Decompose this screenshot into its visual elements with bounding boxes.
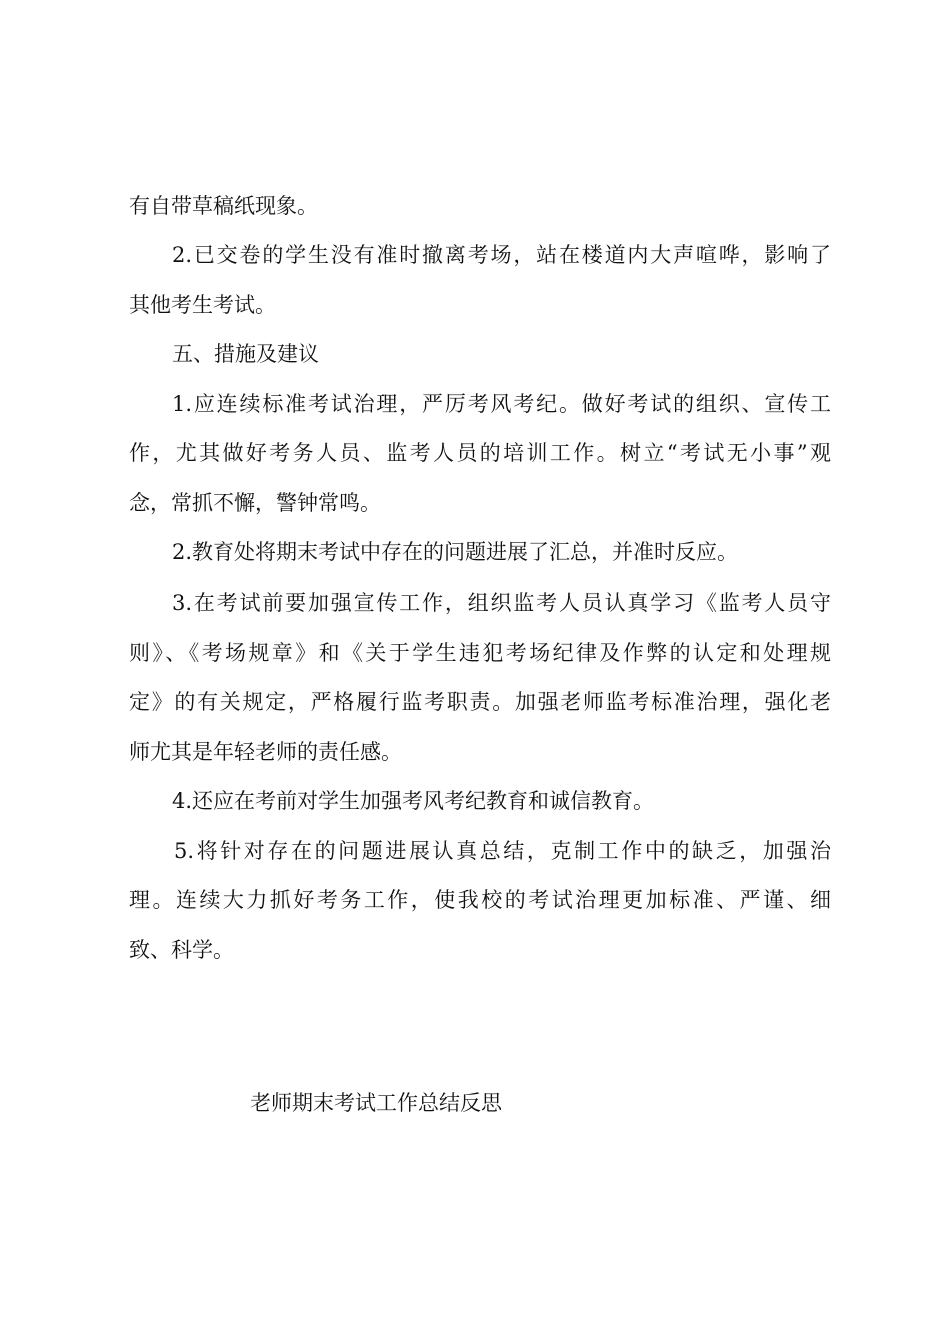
paragraph-line: 2.教育处将期末考试中存在的问题进展了汇总，并准时反应。 [172,540,739,564]
section-heading: 五、措施及建议 [172,342,319,366]
paragraph-line: 念，常抓不懈，警钟常鸣。 [129,491,381,515]
paragraph-line: 4.还应在考前对学生加强考风考纪教育和诚信教育。 [172,789,655,813]
paragraph-line: 师尤其是年轻老师的责任感。 [129,740,402,764]
paragraph-line: 其他考生考试。 [129,293,276,317]
paragraph-line: 5.将针对存在的问题进展认真总结，克制工作中的缺乏，加强治 [174,839,831,863]
paragraph-line: 1.应连续标准考试治理，严厉考风考纪。做好考试的组织、宣传工 [172,392,831,416]
paragraph-line: 作，尤其做好考务人员、监考人员的培训工作。树立“考试无小事”观 [129,441,831,465]
paragraph-line: 有自带草稿纸现象。 [129,194,318,218]
paragraph-line: 定》的有关规定，严格履行监考职责。加强老师监考标准治理，强化老 [129,690,831,714]
paragraph-line: 3.在考试前要加强宣传工作，组织监考人员认真学习《监考人员守 [172,591,831,615]
paragraph-line: 致、科学。 [129,938,234,962]
paragraph-line: 理。连续大力抓好考务工作，使我校的考试治理更加标准、严谨、细 [129,888,831,912]
paragraph-line: 2.已交卷的学生没有准时撤离考场，站在楼道内大声喧哗，影响了 [172,243,831,267]
paragraph-line: 则》、《考场规章》和《关于学生违犯考场纪律及作弊的认定和处理规 [129,641,831,665]
next-section-title: 老师期末考试工作总结反思 [250,1091,502,1115]
